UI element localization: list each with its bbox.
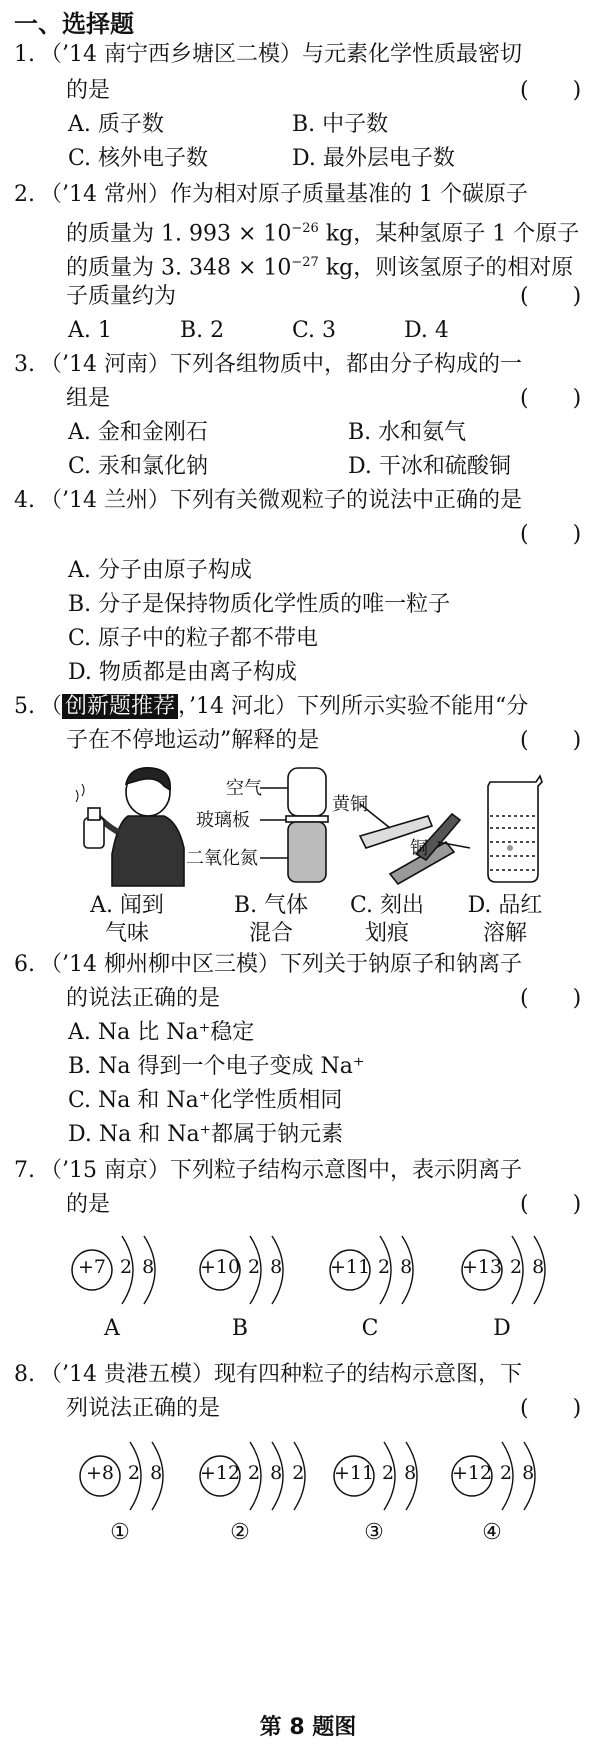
atom-label: B xyxy=(231,1316,249,1341)
q8-line2: 列说法正确的是 xyxy=(66,1396,221,1421)
electron-counts: 2 8 xyxy=(500,1462,537,1484)
fig-label-air: 空气 xyxy=(226,778,262,799)
q3-option-a[interactable]: A. 金和金刚石 xyxy=(68,420,208,445)
q8-atom-3[interactable] xyxy=(332,1428,462,1524)
q2-option-a[interactable]: A. 1 xyxy=(68,318,112,343)
q1-option-b[interactable]: B. 中子数 xyxy=(292,112,389,137)
q5-line1: （ 创新题推荐 ，’14 河北）下列所示实验不能用“分 xyxy=(40,694,529,719)
fig-label-brass: 黄铜 xyxy=(332,794,368,815)
q7-atom-3[interactable] xyxy=(328,1222,458,1318)
beaker-illustration xyxy=(488,776,542,882)
q4-option-a[interactable]: A. 分子由原子构成 xyxy=(68,558,252,583)
electron-counts: 2 8 2 xyxy=(248,1462,307,1484)
electron-counts: 2 8 xyxy=(382,1462,419,1484)
q6-line1: （’14 柳州柳中区三模）下列关于钠原子和钠离子 xyxy=(40,952,522,977)
q7-line1: （’15 南京）下列粒子结构示意图中，表示阴离子 xyxy=(40,1158,522,1183)
q5-caption-b[interactable]: B. 气体 混合 xyxy=(233,893,309,946)
q2-number: 2. xyxy=(14,182,35,207)
fig-label-no2: 二氧化氮 xyxy=(186,848,258,869)
q3-line1: （’14 河南）下列各组物质中，都由分子构成的一 xyxy=(40,352,522,377)
electron-counts: 2 8 xyxy=(378,1256,415,1278)
smelling-person-illustration xyxy=(76,768,184,886)
q4-option-c[interactable]: C. 原子中的粒子都不带电 xyxy=(68,626,319,651)
q5-experiment-figure xyxy=(60,764,550,888)
q1-line2: 的是 xyxy=(66,78,111,103)
innovation-badge: 创新题推荐 xyxy=(62,694,178,719)
q3-option-d[interactable]: D. 干冰和硫酸铜 xyxy=(348,454,511,479)
atom-label: D xyxy=(493,1316,511,1341)
q5-line2: 子在不停地运动”解释的是 xyxy=(66,728,320,753)
q8-atom-2[interactable] xyxy=(198,1428,328,1524)
atom-label: ④ xyxy=(482,1520,502,1545)
q2-line1: （’14 常州）作为相对原子质量基准的 1 个碳原子 xyxy=(40,182,528,207)
q1-answer-paren[interactable]: ( ) xyxy=(520,78,582,103)
nucleus-charge: +12 xyxy=(451,1462,493,1484)
electron-counts: 2 8 xyxy=(248,1256,285,1278)
q4-number: 4. xyxy=(14,488,35,513)
q6-option-d[interactable]: D. Na 和 Na⁺都属于钠元素 xyxy=(68,1122,344,1147)
q3-line2: 组是 xyxy=(66,386,111,411)
q2-answer-paren[interactable]: ( ) xyxy=(520,284,582,309)
q6-number: 6. xyxy=(14,952,35,977)
q7-atom-2[interactable] xyxy=(198,1222,328,1318)
q2-option-b[interactable]: B. 2 xyxy=(180,318,225,343)
q6-option-b[interactable]: B. Na 得到一个电子变成 Na⁺ xyxy=(68,1054,365,1079)
atom-label: C xyxy=(361,1316,379,1341)
q8-number: 8. xyxy=(14,1362,35,1387)
q6-option-a[interactable]: A. Na 比 Na⁺稳定 xyxy=(68,1020,255,1045)
q6-line2: 的说法正确的是 xyxy=(66,986,221,1011)
q5-caption-a[interactable]: A. 闻到 气味 xyxy=(90,893,164,946)
nucleus-charge: +8 xyxy=(85,1462,114,1484)
q8-line1: （’14 贵港五模）现有四种粒子的结构示意图，下 xyxy=(40,1362,522,1387)
q4-line1: （’14 兰州）下列有关微观粒子的说法中正确的是 xyxy=(40,488,522,513)
q1-option-a[interactable]: A. 质子数 xyxy=(68,112,164,137)
q3-option-b[interactable]: B. 水和氨气 xyxy=(348,420,467,445)
q1-line1: （’14 南宁西乡塘区二模）与元素化学性质最密切 xyxy=(40,42,522,67)
q6-answer-paren[interactable]: ( ) xyxy=(520,986,582,1011)
section-title: 一、选择题 xyxy=(14,10,134,38)
q1-number: 1. xyxy=(14,42,35,67)
q2-option-c[interactable]: C. 3 xyxy=(292,318,337,343)
q3-answer-paren[interactable]: ( ) xyxy=(520,386,582,411)
nucleus-charge: +11 xyxy=(329,1256,371,1278)
nucleus-charge: +7 xyxy=(77,1256,106,1278)
electron-counts: 2 8 xyxy=(510,1256,547,1278)
atom-label: ① xyxy=(110,1520,130,1545)
atom-label: ③ xyxy=(364,1520,384,1545)
q7-number: 7. xyxy=(14,1158,35,1183)
q8-answer-paren[interactable]: ( ) xyxy=(520,1396,582,1421)
q7-atom-1[interactable] xyxy=(70,1222,200,1318)
fig-label-glass-plate: 玻璃板 xyxy=(196,810,250,831)
atom-label: ② xyxy=(230,1520,250,1545)
q3-option-c[interactable]: C. 汞和氯化钠 xyxy=(68,454,209,479)
q7-answer-paren[interactable]: ( ) xyxy=(520,1192,582,1217)
q1-option-d[interactable]: D. 最外层电子数 xyxy=(292,146,455,171)
electron-counts: 2 8 xyxy=(120,1256,157,1278)
q4-option-b[interactable]: B. 分子是保持物质化学性质的唯一粒子 xyxy=(68,592,451,617)
q3-number: 3. xyxy=(14,352,35,377)
q5-number: 5. xyxy=(14,694,35,719)
nucleus-charge: +13 xyxy=(461,1256,503,1278)
q7-line2: 的是 xyxy=(66,1192,111,1217)
figure-caption: 第 8 题图 xyxy=(259,1715,357,1740)
q2-line2: 的质量为 1. $993 \times 10^{-26}$ kg，某种氢原子 1 个原子 xyxy=(66,221,580,247)
q2-line3: 的质量为 3. $348 \times 10^{-27}$ kg，则该氢原子的相对原 xyxy=(66,255,574,281)
q2-option-d[interactable]: D. 4 xyxy=(404,318,449,343)
q5-answer-paren[interactable]: ( ) xyxy=(520,728,582,753)
fig-label-copper: 铜 xyxy=(410,838,428,859)
nucleus-charge: +11 xyxy=(333,1462,375,1484)
q1-option-c[interactable]: C. 核外电子数 xyxy=(68,146,209,171)
q6-option-c[interactable]: C. Na 和 Na⁺化学性质相同 xyxy=(68,1088,343,1113)
q8-atom-4[interactable] xyxy=(450,1428,580,1524)
electron-counts: 2 8 xyxy=(128,1462,165,1484)
q4-answer-paren[interactable]: ( ) xyxy=(520,522,582,547)
q7-atom-4[interactable] xyxy=(460,1222,590,1318)
nucleus-charge: +10 xyxy=(199,1256,241,1278)
q5-caption-c[interactable]: C. 刻出 划痕 xyxy=(349,893,425,946)
q4-option-d[interactable]: D. 物质都是由离子构成 xyxy=(68,660,297,685)
q5-caption-d[interactable]: D. 品红 溶解 xyxy=(467,893,543,946)
atom-label: A xyxy=(104,1316,120,1341)
q2-line4: 子质量约为 xyxy=(66,284,177,309)
q8-atom-1[interactable] xyxy=(78,1428,208,1524)
gas-jars-illustration xyxy=(260,768,328,882)
nucleus-charge: +12 xyxy=(199,1462,241,1484)
